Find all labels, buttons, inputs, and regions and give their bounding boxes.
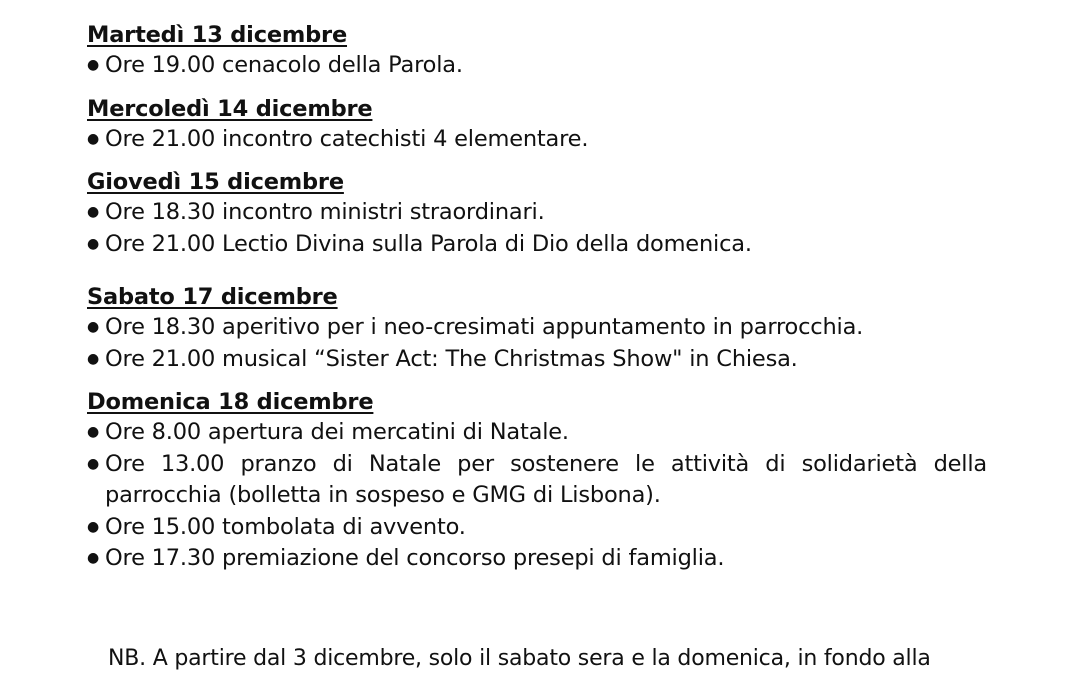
day-title: Mercoledì 14 dicembre bbox=[87, 95, 373, 122]
bullet-icon: ● bbox=[87, 550, 100, 566]
day-domenica bbox=[87, 387, 987, 575]
event-item bbox=[87, 449, 987, 512]
event-item bbox=[87, 312, 987, 344]
day-title: Martedì 13 dicembre bbox=[87, 22, 348, 48]
bullet-icon: ● bbox=[87, 424, 100, 440]
event-item bbox=[87, 344, 987, 376]
event-list bbox=[87, 312, 987, 375]
day-giovedi bbox=[87, 167, 987, 260]
event-item bbox=[87, 197, 987, 229]
bullet-icon: ● bbox=[87, 235, 100, 252]
day-title: Domenica 18 dicembre bbox=[87, 389, 374, 415]
event-item bbox=[87, 512, 987, 544]
event-text: Ore 21.00 musical “Sister Act: The Christmas Show" in Chiesa. bbox=[105, 345, 798, 372]
bullet-icon: ● bbox=[87, 350, 100, 367]
event-item bbox=[87, 50, 987, 82]
event-item bbox=[87, 124, 987, 156]
event-text: Ore 13.00 pranzo di Natale per sostenere le attività di solidarietà della parrocchia (bolletta in sospeso e GMG di Lisbona). bbox=[105, 450, 987, 508]
event-item bbox=[87, 543, 987, 575]
event-text: Ore 8.00 apertura dei mercatini di Natale. bbox=[105, 419, 569, 445]
event-text: Ore 21.00 Lectio Divina sulla Parola di Dio della domenica. bbox=[105, 230, 752, 257]
day-sabato bbox=[87, 282, 987, 375]
bullet-icon: ● bbox=[87, 130, 100, 147]
day-title: Giovedì 15 dicembre bbox=[87, 169, 344, 195]
bullet-icon: ● bbox=[87, 57, 100, 73]
note-text: NB. A partire dal 3 dicembre, solo il sabato sera e la domenica, in fondo alla bbox=[108, 646, 931, 671]
day-title: Sabato 17 dicembre bbox=[87, 284, 338, 310]
event-text: Ore 18.30 aperitivo per i neo-cresimati appuntamento in parrocchia. bbox=[105, 314, 864, 340]
day-martedi bbox=[87, 20, 987, 82]
day-mercoledi bbox=[87, 94, 987, 156]
event-text: Ore 21.00 incontro catechisti 4 elementare. bbox=[105, 125, 589, 152]
event-text: Ore 19.00 cenacolo della Parola. bbox=[105, 52, 463, 78]
bullet-icon: ● bbox=[87, 518, 100, 535]
event-text: Ore 17.30 premiazione del concorso presepi di famiglia. bbox=[105, 545, 725, 571]
event-item bbox=[87, 417, 987, 449]
event-text: Ore 18.30 incontro ministri straordinari. bbox=[105, 199, 545, 225]
bullet-icon: ● bbox=[87, 204, 100, 220]
schedule bbox=[87, 20, 987, 575]
event-list bbox=[87, 197, 987, 260]
event-list bbox=[87, 417, 987, 575]
event-list bbox=[87, 124, 987, 156]
bullet-icon: ● bbox=[87, 455, 100, 472]
event-text: Ore 15.00 tombolata di avvento. bbox=[105, 513, 466, 540]
event-list bbox=[87, 50, 987, 82]
event-item bbox=[87, 229, 987, 261]
bullet-icon: ● bbox=[87, 319, 100, 335]
